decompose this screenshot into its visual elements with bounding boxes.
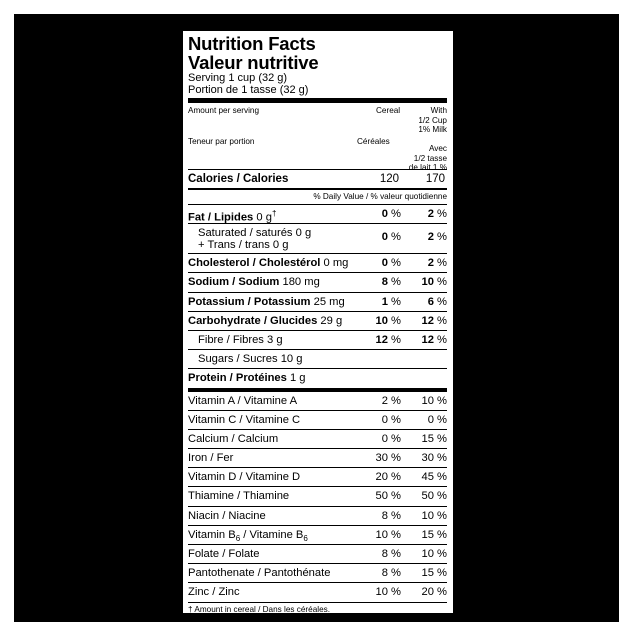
potassium-row: Potassium / Potassium 25 mg 1 % 6 % bbox=[188, 295, 447, 308]
calories-with-milk: 170 bbox=[425, 173, 445, 185]
vitamins-list bbox=[188, 392, 447, 602]
column-header bbox=[188, 103, 447, 172]
title-fr: Valeur nutritive bbox=[188, 52, 319, 73]
serving-fr: Portion de 1 tasse (32 g) bbox=[188, 84, 309, 96]
daily-value-header: % Daily Value / % valeur quotidienne bbox=[313, 192, 447, 201]
vitamin-row: Niacin / Niacine 8 % 10 % bbox=[188, 509, 447, 522]
calories-row: Calories / Calories 120 170 bbox=[188, 170, 447, 188]
cereal-column-label: Cereal bbox=[376, 106, 401, 115]
vitamin-row: Zinc / Zinc 10 % 20 % bbox=[188, 586, 447, 599]
nutrition-facts-label bbox=[183, 31, 453, 613]
cholesterol-row: Cholesterol / Cholestérol 0 mg 0 % 2 % bbox=[188, 257, 447, 270]
cereales-column-label: Céréales bbox=[357, 137, 390, 146]
vitamin-row: Vitamin D / Vitamine D 20 % 45 % bbox=[188, 471, 447, 484]
teneur-par-portion-label: Teneur par portion bbox=[188, 137, 255, 146]
footnote: † Amount in cereal / Dans les céréales. bbox=[188, 604, 330, 614]
calories-cereal: 120 bbox=[379, 173, 399, 185]
vitamin-row: Folate / Folate 8 % 10 % bbox=[188, 548, 447, 560]
with-milk-column-label: With 1/2 Cup 1% Milk Avec 1/2 tasse de lait 1 % bbox=[408, 106, 447, 172]
vitamin-row: Thiamine / Thiamine 50 % 50 % bbox=[188, 490, 447, 503]
vitamin-row: Calcium / Calcium 0 % 15 % bbox=[188, 432, 447, 445]
amount-per-serving-label: Amount per serving bbox=[188, 106, 259, 115]
vitamin-row: Vitamin C / Vitamine C 0 % 0 % bbox=[188, 413, 447, 426]
sodium-row: Sodium / Sodium 180 mg 8 % 10 % bbox=[188, 276, 447, 289]
protein-row: Protein / Protéines 1 g bbox=[188, 372, 306, 385]
vitamin-row: Vitamin A / Vitamine A 2 % 10 % bbox=[188, 394, 447, 407]
fibre-row: Fibre / Fibres 3 g 12 % 12 % bbox=[198, 333, 447, 346]
vitamin-row: Vitamin $B_6$ / Vitamine $B_6$ 10 % 15 % bbox=[188, 528, 447, 544]
carbohydrate-row: Carbohydrate / Glucides 29 g 10 % 12 % bbox=[188, 314, 447, 327]
serving-en: Serving 1 cup (32 g) bbox=[188, 72, 288, 84]
title-en: Nutrition Facts bbox=[188, 33, 316, 54]
saturated-trans-row: Saturated / saturés 0 g + Trans / trans 0 g 0 % 2 % bbox=[198, 227, 447, 252]
vitamin-row: Iron / Fer 30 % 30 % bbox=[188, 452, 447, 465]
vitamin-row: Pantothenate / Pantothénate 8 % 15 % bbox=[188, 567, 447, 580]
sugars-row: Sugars / Sucres 10 g bbox=[198, 353, 303, 366]
fat-row: Fat / Lipides 0 g† 0 % 2 % bbox=[188, 208, 447, 224]
